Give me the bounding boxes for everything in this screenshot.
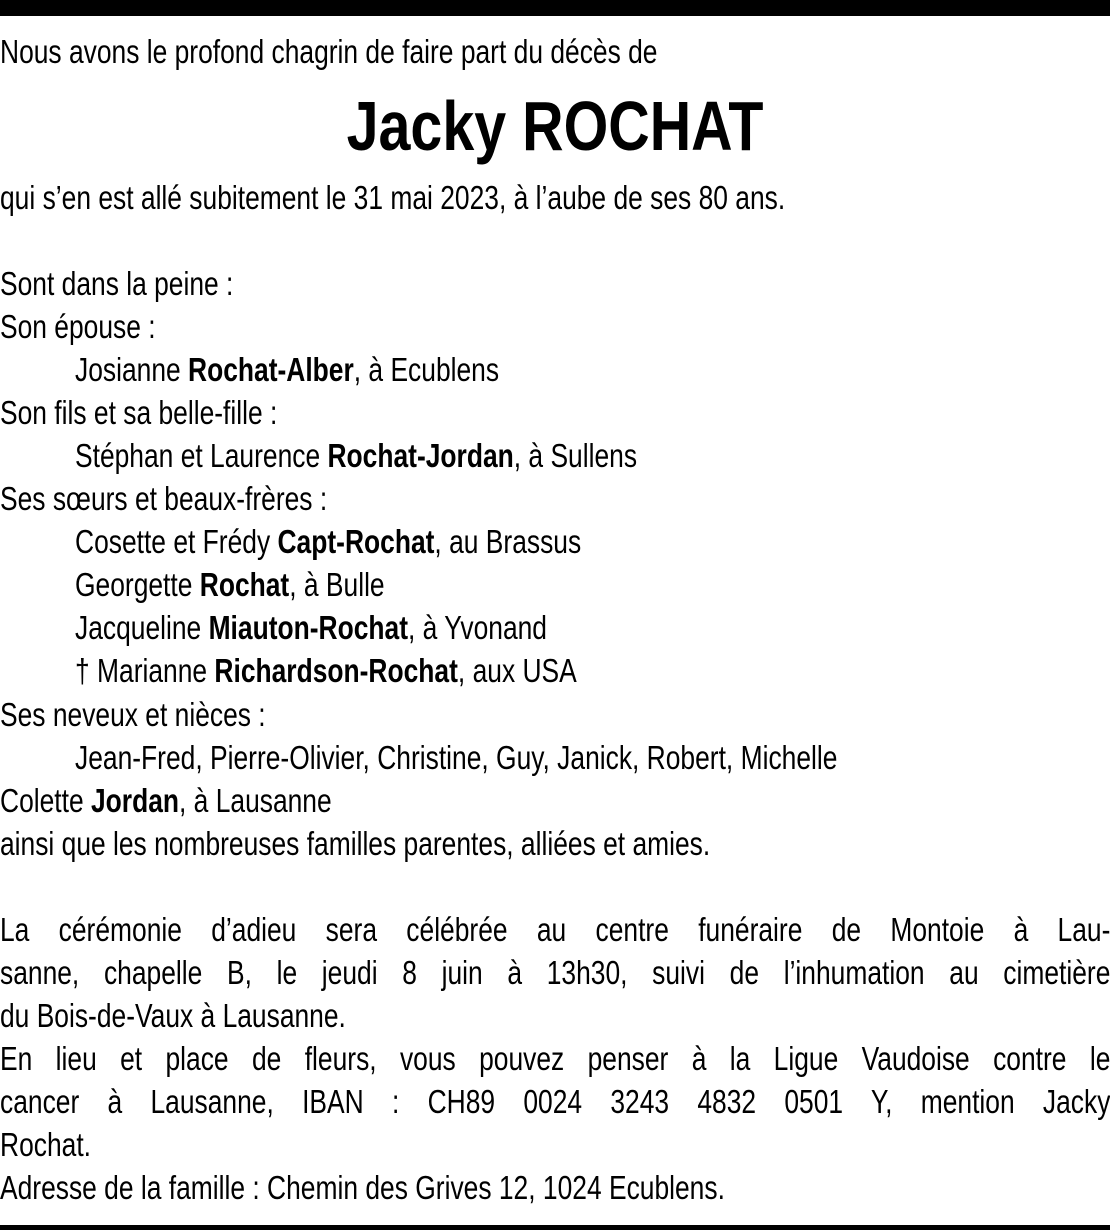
donation-line: cancer à Lausanne, IBAN : CH89 0024 3243 4832 0501 Y, mention Jacky xyxy=(0,1083,1110,1120)
closing-family: ainsi que les nombreuses familles parentes, alliées et amies. xyxy=(0,825,711,862)
family-address: Adresse de la famille : Chemin des Grives 12, 1024 Ecublens. xyxy=(0,1169,725,1206)
ceremony-line: sanne, chapelle B, le jeudi 8 juin à 13h30, suivi de l’inhumation au cimetière xyxy=(0,954,1110,991)
donation-line: Rochat. xyxy=(0,1126,91,1163)
surname: Richardson-Rochat xyxy=(214,652,458,689)
family-member: † Marianne Richardson-Rochat, aux USA xyxy=(75,652,577,689)
mourners-heading: Sont dans la peine : xyxy=(0,265,234,302)
surname: Rochat-Jordan xyxy=(327,437,514,474)
family-member: Josianne Rochat-Alber, à Ecublens xyxy=(75,351,500,388)
donation-line: En lieu et place de fleurs, vous pouvez penser à la Ligue Vaudoise contre le xyxy=(0,1040,1110,1077)
deceased-name: Jacky ROCHAT xyxy=(346,87,764,165)
family-member: Jean-Fred, Pierre-Olivier, Christine, Guy, Janick, Robert, Michelle xyxy=(75,739,838,776)
family-label-spouse: Son épouse : xyxy=(0,308,156,345)
family-label-nephews: Ses neveux et nièces : xyxy=(0,696,266,733)
intro-text: Nous avons le profond chagrin de faire part du décès de xyxy=(0,33,658,70)
top-border xyxy=(0,0,1110,16)
family-member: Stéphan et Laurence Rochat-Jordan, à Sullens xyxy=(75,437,638,474)
death-announcement: qui s’en est allé subitement le 31 mai 2023, à l’aube de ses 80 ans. xyxy=(0,179,786,216)
surname: Rochat-Alber xyxy=(188,351,354,388)
family-label-siblings: Ses sœurs et beaux-frères : xyxy=(0,480,328,517)
bottom-border xyxy=(0,1225,1110,1230)
family-label-son: Son fils et sa belle-fille : xyxy=(0,394,278,431)
family-member: Jacqueline Miauton-Rochat, à Yvonand xyxy=(75,609,547,646)
surname: Capt-Rochat xyxy=(277,523,435,560)
surname: Miauton-Rochat xyxy=(208,609,409,646)
ceremony-line: du Bois-de-Vaux à Lausanne. xyxy=(0,997,346,1034)
family-member: Cosette et Frédy Capt-Rochat, au Brassus xyxy=(75,523,582,560)
other-mourner: Colette Jordan, à Lausanne xyxy=(0,782,332,819)
family-member: Georgette Rochat, à Bulle xyxy=(75,566,385,603)
ceremony-line: La cérémonie d’adieu sera célébrée au centre funéraire de Montoie à Lau- xyxy=(0,911,1110,948)
surname: Rochat xyxy=(199,566,290,603)
surname: Jordan xyxy=(90,782,180,819)
